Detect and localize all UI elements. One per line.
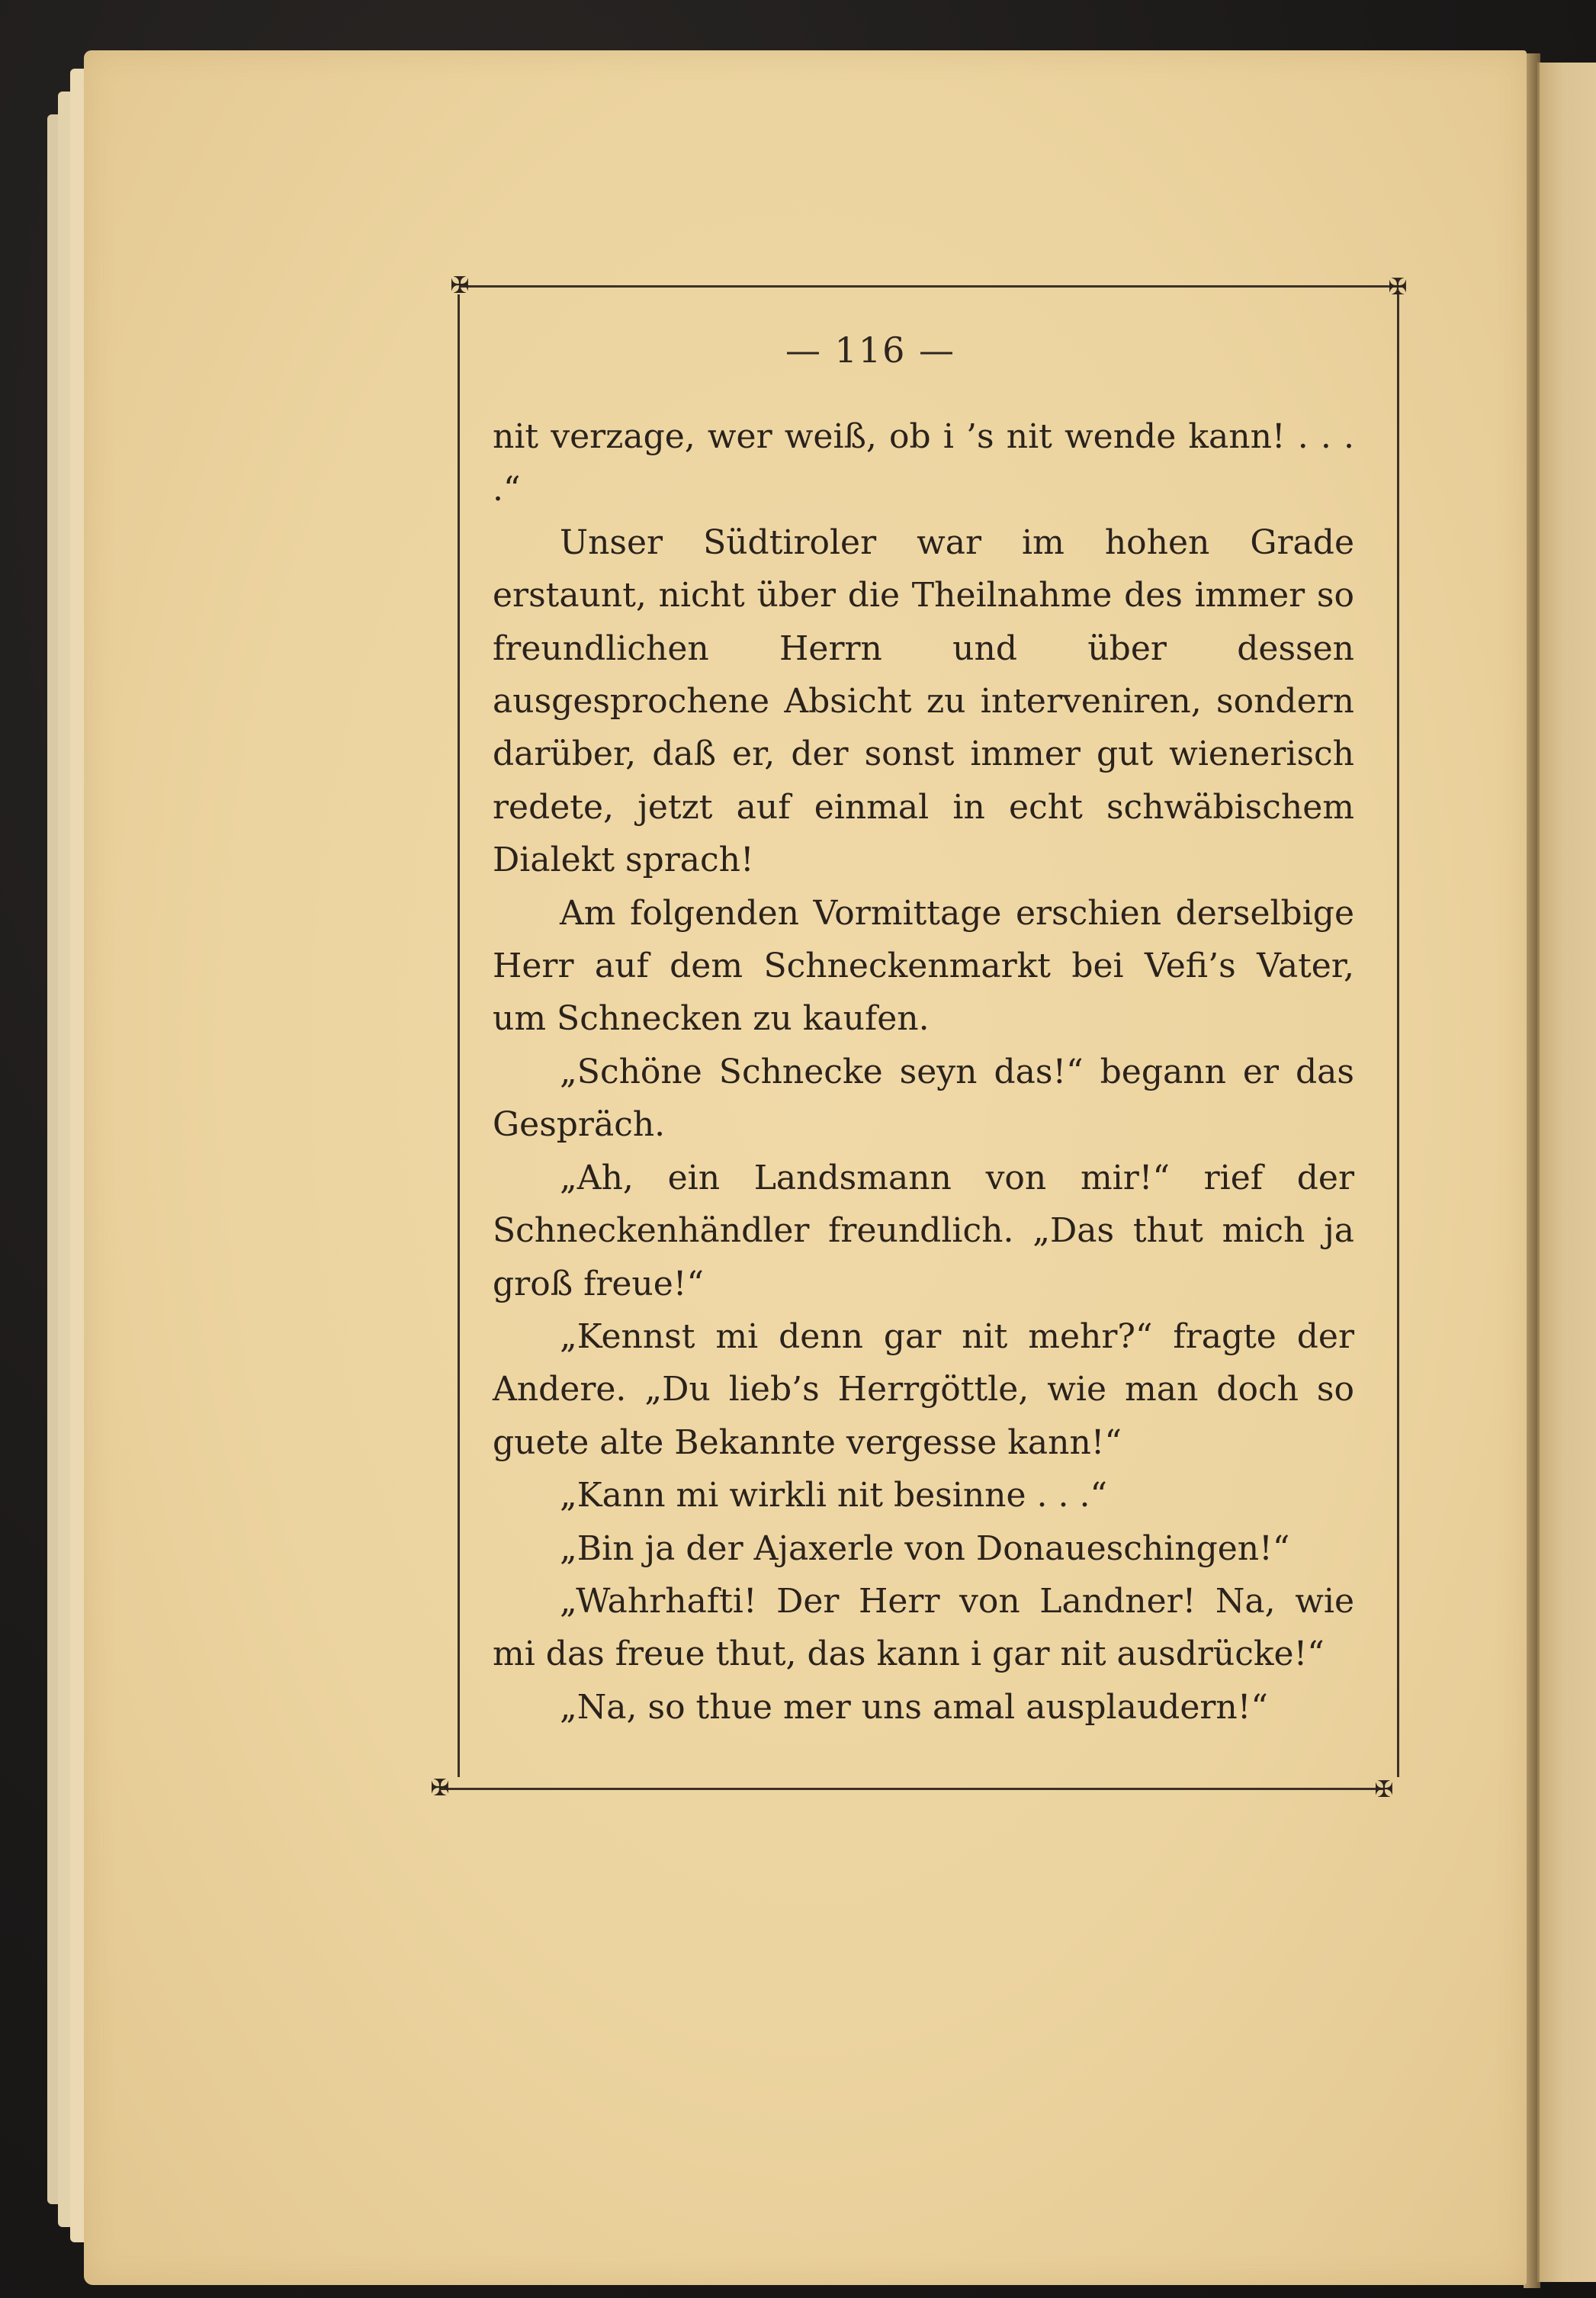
- paragraph: nit verzage, wer weiß, ob i ’s nit wende kann! . . . .“: [493, 417, 1354, 509]
- frame-rule-bottom: [439, 1788, 1383, 1790]
- body-text: [493, 410, 1354, 1734]
- frame-rule-top: [459, 285, 1403, 288]
- paragraph: „Ah, ein Landsmann von mir!“ rief der Schneckenhändler freundlich. „Das thut mich ja groß freue!“: [493, 1158, 1354, 1303]
- corner-ornament-icon: ✠: [430, 1775, 450, 1801]
- paragraph: Am folgenden Vormittage erschien derselbige Herr auf dem Schneckenmarkt bei Vefi’s Vater, um Schnecken zu kaufen.: [493, 893, 1354, 1039]
- paragraph: „Kann mi wirkli nit besinne . . .“: [560, 1476, 1107, 1515]
- paragraph: „Kennst mi denn gar nit mehr?“ fragte der Andere. „Du lieb’s Herrgöttle, wie man doch so guete alte Bekannte vergesse kann!“: [493, 1316, 1354, 1462]
- paragraph: „Bin ja der Ajaxerle von Donaueschingen!“: [560, 1528, 1290, 1568]
- facing-page: [1537, 63, 1596, 2282]
- paragraph: „Wahrhafti! Der Herr von Landner! Na, wie mi das freue thut, das kann i gar nit ausdrücke!“: [493, 1581, 1354, 1674]
- corner-ornament-icon: ✠: [450, 272, 470, 299]
- frame-rule-left: [458, 294, 460, 1777]
- corner-ornament-icon: ✠: [1374, 1776, 1394, 1803]
- corner-ornament-icon: ✠: [1388, 274, 1408, 301]
- paragraph: „Schöne Schnecke seyn das!“ begann er das Gespräch.: [493, 1052, 1354, 1145]
- frame-rule-right: [1397, 294, 1399, 1777]
- paragraph: Unser Südtiroler war im hohen Grade erstaunt, nicht über die Theilnahme des immer so freundlichen Herrn und über dessen ausgesprochene Absicht zu interveniren, sondern darüber, daß er, der sonst immer gut wienerisch redete, jetzt auf einmal in echt schwäbischem Dialekt sprach!: [493, 522, 1354, 880]
- paragraph: „Na, so thue mer uns amal ausplaudern!“: [560, 1687, 1268, 1727]
- page-number: — 116 —: [785, 329, 956, 371]
